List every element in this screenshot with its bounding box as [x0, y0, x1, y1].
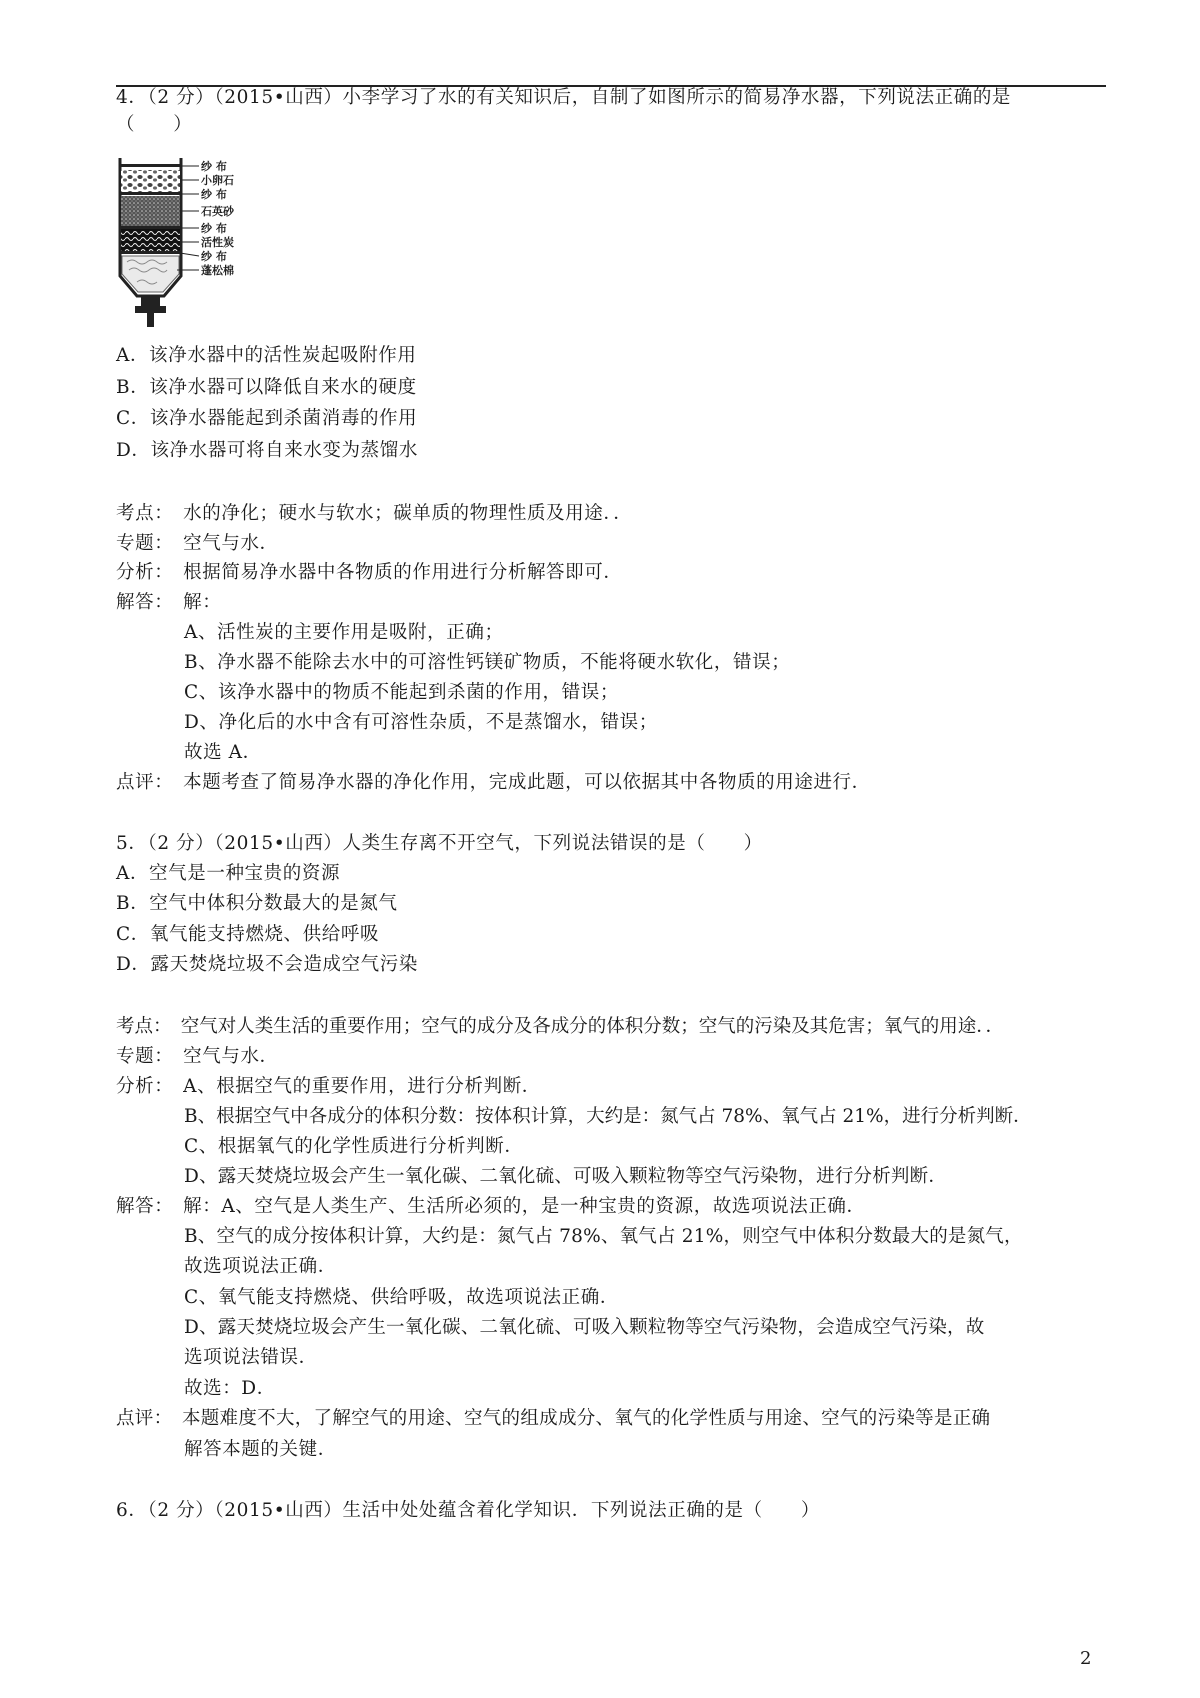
- q5-option-a: A．空气是一种宝贵的资源: [116, 863, 341, 884]
- q5-jieda-line: 故选：D．: [184, 1378, 276, 1399]
- figure-label-cotton: 蓬松棉: [201, 264, 234, 277]
- figure-label-gauze-3: 纱 布: [201, 222, 227, 235]
- q4-jieda-line: D、净化后的水中含有可溶性杂质，不是蒸馏水，错误；: [184, 712, 658, 733]
- q4-stem: 4．（2 分）（2015•山西）小李学习了水的有关知识后，自制了如图所示的简易净水器，下列说法正确的是: [116, 87, 1012, 108]
- q5-jieda-line: C、氧气能支持燃烧、供给呼吸，故选项说法正确．: [184, 1287, 619, 1308]
- q4-option-d: D．该净水器可将自来水变为蒸馏水: [116, 440, 418, 461]
- q5-fenxi-line: B、根据空气中各成分的体积分数：按体积计算，大约是：氮气占 78%、氧气占 21%，进行分析判断．: [184, 1106, 1032, 1127]
- q4-zhuanti: 专题： 空气与水．: [116, 533, 279, 554]
- q5-jieda-line: D、露天焚烧垃圾会产生一氧化碳、二氧化硫、可吸入颗粒物等空气污染物，会造成空气污染，故: [184, 1317, 985, 1338]
- q5-dianping-head: 点评： 本题难度不大，了解空气的用途、空气的组成成分、氧气的化学性质与用途、空气的污染等是正确: [116, 1408, 991, 1429]
- figure-label-gauze-1: 纱 布: [201, 160, 227, 173]
- q5-fenxi-line: C、根据氧气的化学性质进行分析判断．: [184, 1136, 524, 1157]
- figure-label-gauze-2: 纱 布: [201, 188, 227, 201]
- q5-fenxi-head: 分析： A、根据空气的重要作用，进行分析判断．: [116, 1076, 541, 1097]
- q4-option-a: A．该净水器中的活性炭起吸附作用: [116, 345, 417, 366]
- q4-option-c: C．该净水器能起到杀菌消毒的作用: [116, 408, 418, 429]
- q5-kaodian: 考点： 空气对人类生活的重要作用；空气的成分及各成分的体积分数；空气的污染及其危害；氧气的用途．．: [116, 1016, 1005, 1037]
- water-purifier-figure: [117, 158, 272, 330]
- q4-jieda-line: C、该净水器中的物质不能起到杀菌的作用，错误；: [184, 682, 619, 703]
- q5-zhuanti: 专题： 空气与水．: [116, 1046, 279, 1067]
- figure-label-pebbles: 小卵石: [201, 174, 234, 187]
- q5-jieda-line: 故选项说法正确．: [184, 1256, 337, 1277]
- q5-stem: 5．（2 分）（2015•山西）人类生存离不开空气，下列说法错误的是（ ）: [116, 833, 763, 854]
- q4-jieda-line: A、活性炭的主要作用是吸附，正确；: [184, 622, 504, 643]
- figure-label-quartz-sand: 石英砂: [201, 205, 234, 218]
- page-number: 2: [1080, 1648, 1092, 1669]
- q5-jieda-line: B、空气的成分按体积计算，大约是：氮气占 78%、氧气占 21%，则空气中体积分数最大的是氮气，: [184, 1226, 1023, 1247]
- figure-label-activated-carbon: 活性炭: [201, 236, 234, 249]
- q4-answer-paren: （ ）: [116, 114, 193, 135]
- q5-jieda-line: 选项说法错误．: [184, 1347, 318, 1368]
- q4-jieda-line: B、净水器不能除去水中的可溶性钙镁矿物质，不能将硬水软化，错误；: [184, 652, 791, 673]
- q5-fenxi-line: D、露天焚烧垃圾会产生一氧化碳、二氧化硫、可吸入颗粒物等空气污染物，进行分析判断．: [184, 1166, 948, 1187]
- q5-jieda-head: 解答： 解：A、空气是人类生产、生活所必须的，是一种宝贵的资源，故选项说法正确．: [116, 1196, 866, 1217]
- q4-jieda-line: 故选 A．: [184, 742, 262, 763]
- q6-stem: 6．（2 分）（2015•山西）生活中处处蕴含着化学知识．下列说法正确的是（ ）: [116, 1500, 821, 1521]
- q5-option-d: D．露天焚烧垃圾不会造成空气污染: [116, 954, 418, 975]
- q5-option-b: B．空气中体积分数最大的是氮气: [116, 893, 398, 914]
- q5-dianping-cont: 解答本题的关键．: [184, 1439, 337, 1460]
- q5-option-c: C．氧气能支持燃烧、供给呼吸: [116, 924, 380, 945]
- q4-kaodian: 考点： 水的净化；硬水与软水；碳单质的物理性质及用途．．: [116, 503, 633, 524]
- q4-jieda-head: 解答： 解：: [116, 592, 222, 613]
- q4-dianping: 点评： 本题考查了简易净水器的净化作用，完成此题，可以依据其中各物质的用途进行．: [116, 772, 871, 793]
- q4-fenxi: 分析： 根据简易净水器中各物质的作用进行分析解答即可．: [116, 562, 623, 583]
- q4-option-b: B．该净水器可以降低自来水的硬度: [116, 377, 417, 398]
- figure-label-gauze-4: 纱 布: [201, 250, 227, 263]
